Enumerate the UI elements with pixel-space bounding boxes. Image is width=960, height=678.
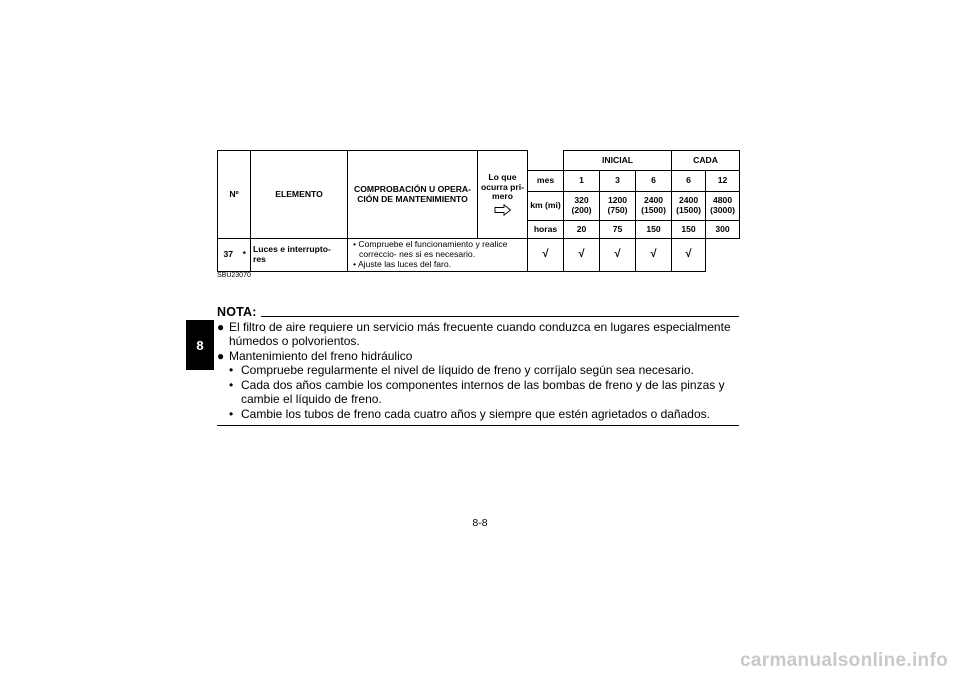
sub-bullet-icon: • bbox=[229, 406, 234, 421]
header-element: ELEMENTO bbox=[251, 151, 348, 239]
unit-value: 2400 (1500) bbox=[672, 192, 706, 221]
bullet-icon: ● bbox=[217, 319, 225, 334]
row-star: * bbox=[239, 239, 251, 272]
note-divider bbox=[261, 316, 739, 317]
chapter-number: 8 bbox=[196, 337, 204, 353]
unit-value: 320 (200) bbox=[564, 192, 600, 221]
arrow-right-icon bbox=[494, 204, 512, 216]
check-mark: √ bbox=[672, 239, 706, 272]
row-num: 37 bbox=[218, 239, 239, 272]
note-header bbox=[217, 305, 739, 320]
unit-value: 2400 (1500) bbox=[636, 192, 672, 221]
check-item: • Compruebe el funcionamiento y realice correccio- nes si es necesario. bbox=[353, 239, 508, 259]
check-mark: √ bbox=[528, 239, 564, 272]
unit-value: 300 bbox=[706, 221, 740, 239]
table-row bbox=[218, 239, 740, 272]
check-mark: √ bbox=[564, 239, 600, 272]
table-header-row bbox=[218, 151, 740, 171]
unit-value: 12 bbox=[706, 171, 740, 192]
unit-label: km (mi) bbox=[528, 192, 564, 221]
sub-bullet-icon: • bbox=[229, 363, 234, 377]
row-element: Luces e interrupto- res bbox=[251, 239, 348, 272]
note-title: NOTA: bbox=[217, 305, 257, 319]
header-each: CADA bbox=[672, 151, 740, 171]
unit-value: 6 bbox=[672, 171, 706, 192]
note-end-divider bbox=[217, 425, 739, 426]
bullet-icon: ● bbox=[217, 348, 225, 363]
header-first bbox=[478, 151, 528, 239]
note-item: ● Mantenimiento del freno hidráulico bbox=[217, 348, 413, 363]
page-number: 8-8 bbox=[472, 517, 488, 529]
note-sub-item: • Compruebe regularmente el nivel de líquido de freno y corríjalo según sea necesario. bbox=[229, 363, 694, 377]
sub-bullet-icon: • bbox=[229, 377, 234, 392]
unit-value: 3 bbox=[600, 171, 636, 192]
row-checks bbox=[348, 239, 528, 272]
unit-value: 6 bbox=[636, 171, 672, 192]
header-check: COMPROBACIÓN U OPERA- CIÓN DE MANTENIMIENTO bbox=[348, 151, 478, 239]
unit-value: 150 bbox=[672, 221, 706, 239]
header-blank bbox=[528, 151, 564, 171]
note-sub-item: • Cambie los tubos de freno cada cuatro años y siempre que estén agrietados o dañados. bbox=[229, 406, 710, 421]
note-sub-item: • Cada dos años cambie los componentes internos de las bombas de freno y de las pinzas y cambie el líquido de freno. bbox=[229, 377, 725, 406]
chapter-tab bbox=[186, 320, 214, 370]
section-code: SBU23070 bbox=[217, 272, 251, 279]
check-mark: √ bbox=[600, 239, 636, 272]
note-section bbox=[217, 305, 739, 426]
watermark: carmanualsonline.info bbox=[740, 650, 948, 671]
header-initial: INICIAL bbox=[564, 151, 672, 171]
unit-value: 75 bbox=[600, 221, 636, 239]
unit-label: horas bbox=[528, 221, 564, 239]
header-first-label: Lo que ocurra pri- mero bbox=[481, 171, 524, 202]
unit-value: 20 bbox=[564, 221, 600, 239]
note-item: ● El filtro de aire requiere un servicio más frecuente cuando conduzca en lugares especialmente húmedos o polvorientos. bbox=[217, 319, 731, 348]
unit-label: mes bbox=[528, 171, 564, 192]
header-num: Nº bbox=[218, 151, 251, 239]
check-mark: √ bbox=[636, 239, 672, 272]
maintenance-table bbox=[217, 150, 740, 272]
unit-value: 1 bbox=[564, 171, 600, 192]
unit-value: 4800 (3000) bbox=[706, 192, 740, 221]
unit-value: 1200 (750) bbox=[600, 192, 636, 221]
unit-value: 150 bbox=[636, 221, 672, 239]
check-item: • Ajuste las luces del faro. bbox=[353, 258, 452, 269]
